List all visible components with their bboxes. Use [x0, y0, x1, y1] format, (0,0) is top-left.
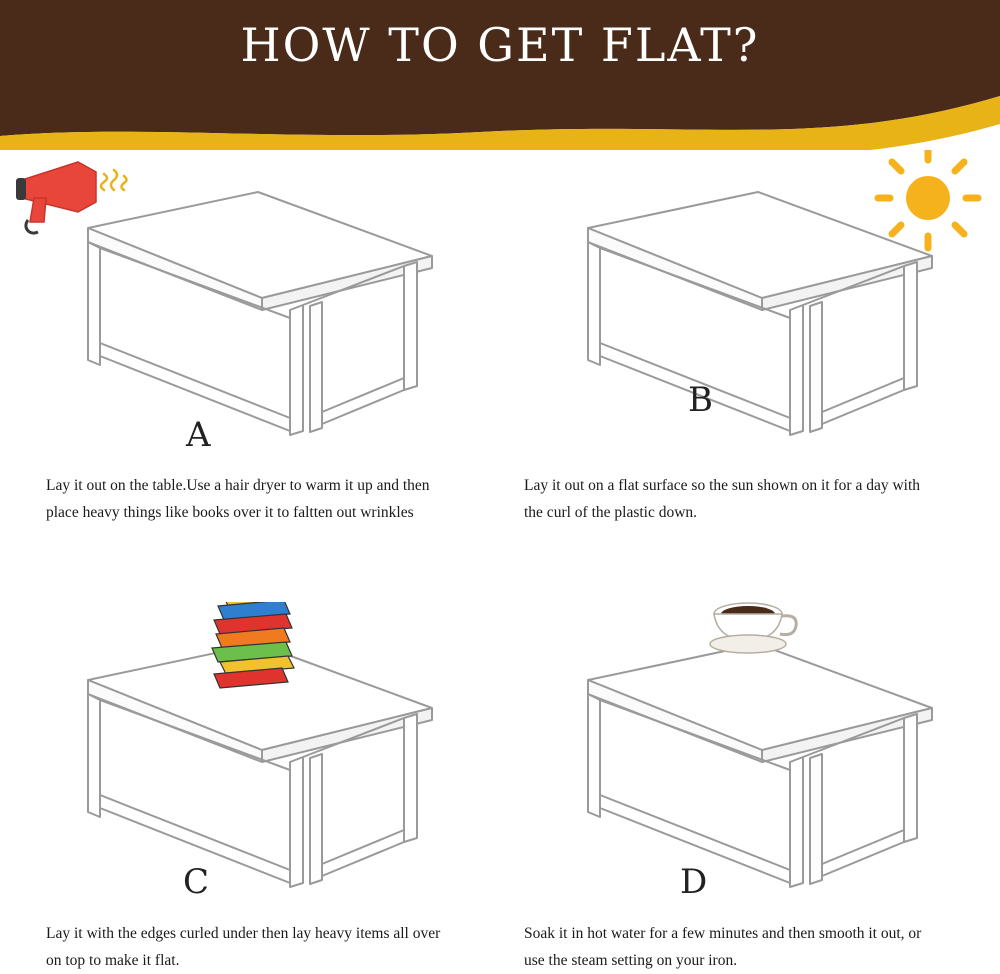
panel-c-caption — [46, 920, 476, 974]
panel-d-illustration — [500, 602, 1000, 932]
page-title: HOW TO GET FLAT? — [240, 18, 760, 72]
caption-line: on top to make it flat. — [46, 952, 180, 970]
caption-line: use the steam setting on your iron. — [524, 952, 738, 970]
panel-b-illustration — [500, 150, 1000, 480]
panel-d-letter: D — [680, 862, 708, 902]
caption-line: the curl of the plastic down. — [524, 504, 698, 522]
page-header — [0, 0, 1000, 150]
panel-d-caption — [524, 920, 974, 974]
table-icon — [588, 644, 932, 887]
caption-line: Soak it in hot water for a few minutes and then smooth it out, or — [524, 925, 922, 942]
panel-d — [500, 562, 1000, 974]
panel-b-letter: B — [688, 380, 713, 420]
panel-a-letter: A — [186, 415, 211, 455]
panel-c-letter: C — [183, 862, 210, 902]
stack-of-books-icon — [212, 602, 294, 688]
panel-a-illustration — [0, 150, 500, 480]
panel-c-illustration — [0, 602, 500, 932]
table-icon — [588, 192, 932, 435]
caption-line: Lay it out on the table.Use a hair dryer to warm it up and then — [46, 477, 430, 494]
hot-coffee-cup-icon — [710, 602, 796, 653]
instruction-grid — [0, 150, 1000, 974]
panel-a — [0, 150, 500, 562]
sun-icon — [878, 150, 978, 248]
caption-line: Lay it out on a flat surface so the sun shown on it for a day with — [524, 477, 921, 494]
table-icon — [88, 192, 432, 435]
panel-a-caption — [46, 472, 476, 526]
panel-c — [0, 562, 500, 974]
panel-b-caption — [524, 472, 974, 526]
caption-line: place heavy things like books over it to faltten out wrinkles — [46, 504, 414, 522]
panel-b — [500, 150, 1000, 562]
caption-line: Lay it with the edges curled under then lay heavy items all over — [46, 925, 441, 942]
